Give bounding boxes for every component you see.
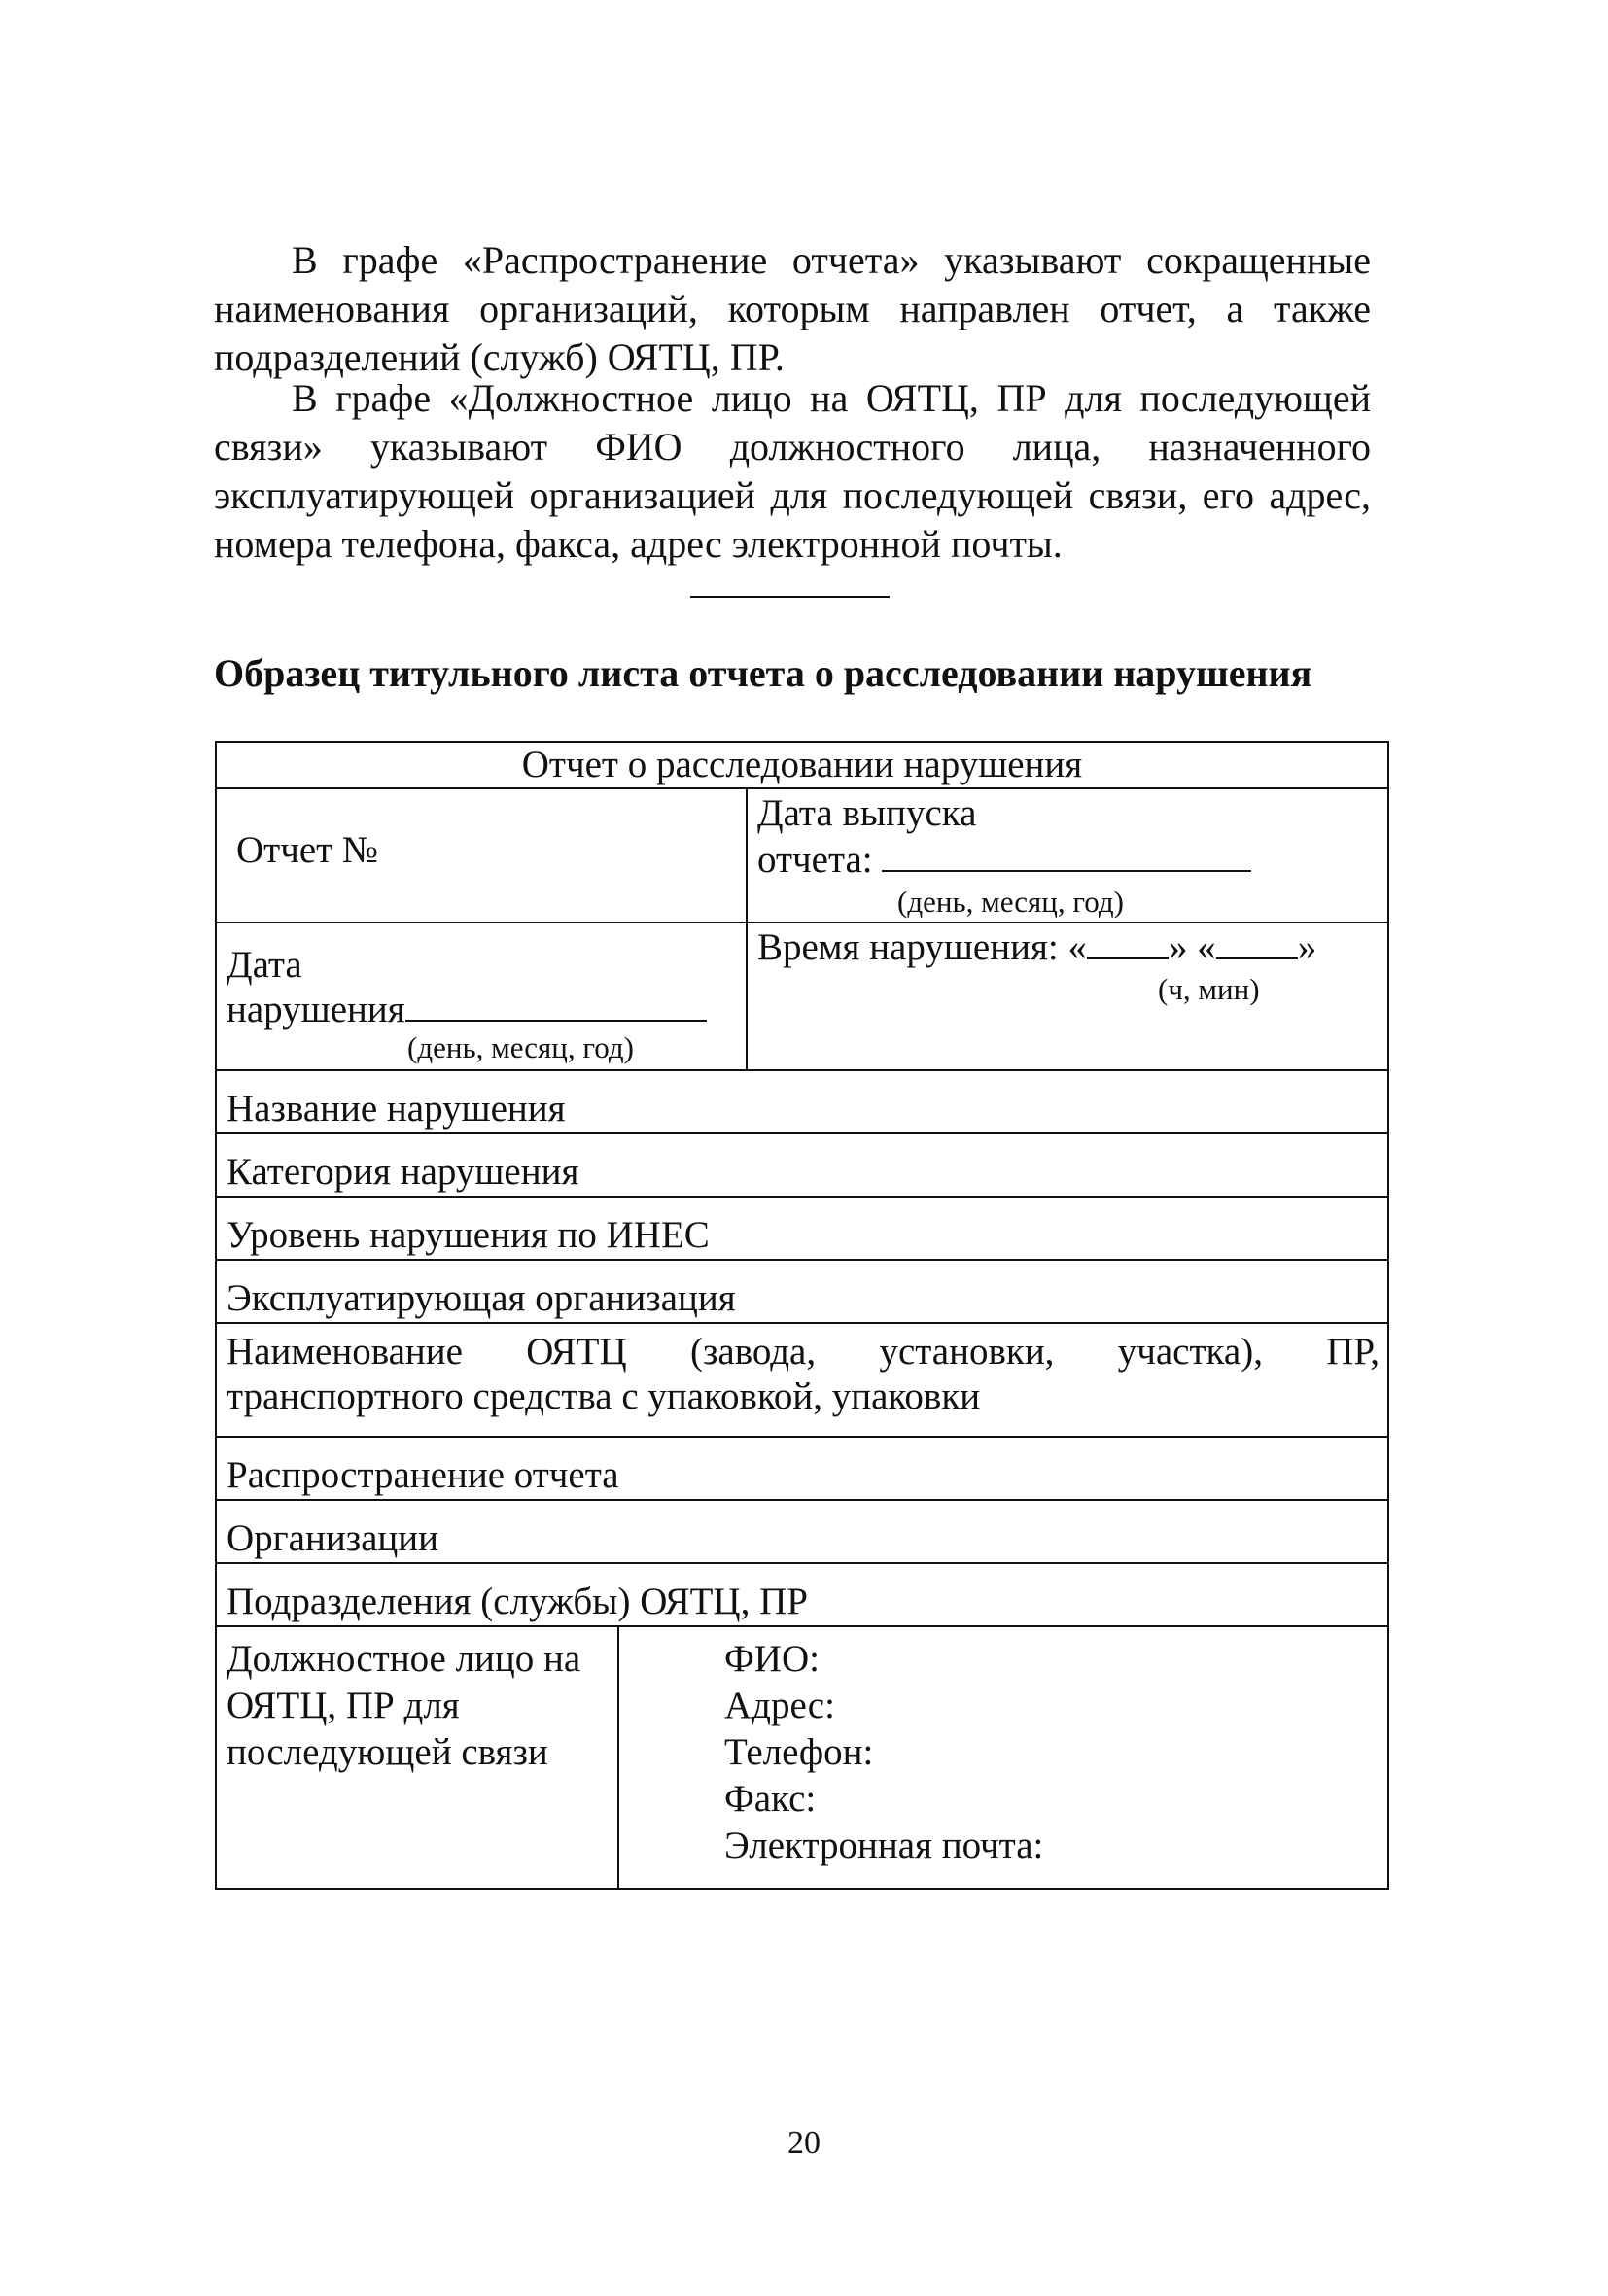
intro-paragraph-2-text: В графе «Должностное лицо на ОЯТЦ, ПР для последующей связи» указывают ФИО должностного лица, назначенного эксплуатирующей организацией для последующей связи, его адрес, номера телефона, факса, адрес электронной почты.	[214, 376, 1371, 566]
violation-name-label: Название нарушения	[227, 1088, 566, 1130]
form-rule	[217, 1259, 1387, 1261]
contact-email-label: Электронная почта:	[724, 1825, 1044, 1866]
violation-date-label	[227, 988, 707, 1032]
form-rule	[217, 922, 1387, 923]
official-label-line3: последующей связи	[227, 1731, 548, 1773]
form-rule	[217, 787, 1387, 789]
section-divider	[690, 596, 890, 598]
violation-date-blank[interactable]	[405, 991, 707, 1022]
form-column-divider	[617, 1625, 619, 1890]
form-rule	[217, 1436, 1387, 1438]
report-title-form	[215, 741, 1389, 1890]
release-date-blank[interactable]	[882, 841, 1251, 872]
contact-fax-label: Факс:	[724, 1778, 817, 1820]
intro-paragraph-2	[214, 374, 1371, 569]
form-rule	[217, 1625, 1387, 1627]
official-label-line2: ОЯТЦ, ПР для	[227, 1685, 460, 1726]
organizations-label: Организации	[227, 1517, 439, 1559]
form-rule	[217, 1069, 1387, 1071]
mid-quote: » «	[1168, 926, 1216, 968]
violation-category-label: Категория нарушения	[227, 1151, 579, 1193]
facility-name-label-line2: транспортного средства с упаковкой, упаковки	[227, 1375, 981, 1417]
open-quote: «	[1067, 926, 1087, 968]
violation-time-hint: (ч, мин)	[1158, 972, 1260, 1006]
form-rule	[217, 1499, 1387, 1501]
facility-name-label-line1: Наименование ОЯТЦ (завода, установки, участка), ПР,	[227, 1331, 1380, 1373]
contact-name-label: ФИО:	[724, 1638, 820, 1680]
contact-address-label: Адрес:	[724, 1685, 835, 1726]
official-label-line1: Должностное лицо на	[227, 1638, 581, 1680]
close-quote: »	[1297, 926, 1317, 968]
violation-date-hint: (день, месяц, год)	[407, 1030, 634, 1064]
form-rule	[217, 1322, 1387, 1324]
violation-hour-blank[interactable]	[1087, 928, 1169, 959]
sample-heading: Образец титульного листа отчета о расследовании нарушения	[214, 651, 1312, 695]
page-number: 20	[787, 2125, 821, 2161]
ines-level-label: Уровень нарушения по ИНЕС	[227, 1214, 710, 1256]
release-date-label-line1: Дата выпуска	[757, 792, 977, 834]
form-rule	[217, 1196, 1387, 1198]
report-distribution-label: Распространение отчета	[227, 1454, 619, 1496]
form-column-divider	[746, 787, 748, 1069]
violation-time-row	[757, 925, 1316, 970]
departments-label: Подразделения (службы) ОЯТЦ, ПР	[227, 1581, 808, 1622]
violation-date-label-line1: Дата	[227, 944, 302, 986]
contact-phone-label: Телефон:	[724, 1731, 874, 1773]
form-rule	[217, 1562, 1387, 1564]
violation-date-label-line2: нарушения	[227, 989, 405, 1030]
form-title: Отчет о расследовании нарушения	[521, 744, 1083, 785]
intro-paragraph-1-text: В графе «Распространение отчета» указывают сокращенные наименования организаций, которым направлен отчет, а также подразделений (служб) ОЯТЦ, ПР.	[214, 238, 1371, 379]
intro-paragraph-1	[214, 236, 1371, 382]
operating-organization-label: Эксплуатирующая организация	[227, 1277, 736, 1319]
release-date-label-line2: отчета:	[757, 839, 873, 881]
release-date-hint: (день, месяц, год)	[897, 885, 1124, 919]
violation-time-label: Время нарушения:	[757, 926, 1059, 968]
report-number-label: Отчет №	[236, 829, 379, 871]
release-date-label	[757, 838, 1251, 883]
violation-minute-blank[interactable]	[1216, 928, 1298, 959]
form-rule	[217, 1132, 1387, 1134]
